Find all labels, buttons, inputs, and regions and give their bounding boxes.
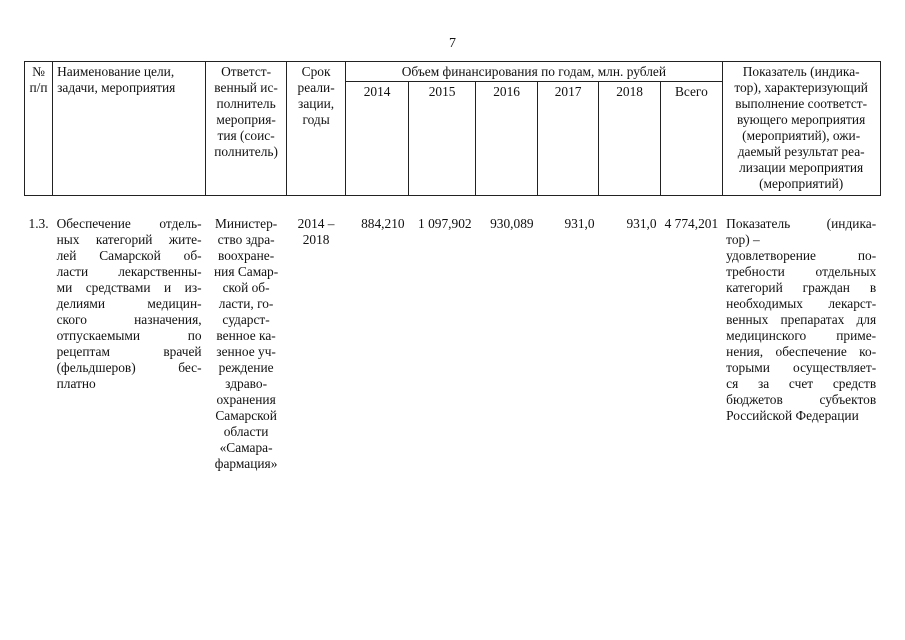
row-value-2017: 931,0 [564, 216, 595, 231]
row-name: Обеспечение отдель- ных категорий жите- лей Самарской об- ласти лекарственны- ми средствами и из- делиями медицин- ского назначения, отпускаемыми по рецептам врачей (фельдшеров) бес- платно [56, 216, 202, 391]
row-value-2014: 884,210 [361, 216, 405, 231]
header-total: Всего [661, 82, 723, 196]
program-table [24, 61, 881, 473]
header-responsible: Ответст- венный ис- полнитель мероприя- тия (соис- полнитель) [206, 62, 287, 196]
row-num: 1.3. [28, 216, 49, 231]
header-indicator: Показатель (индика- тор), характеризующий выполнение соответст- вующего мероприятия (мероприятий), ожи- даемый результат реа- лизации мероприятия (мероприятий) [722, 62, 880, 196]
row-term: 2014 – 2018 [297, 216, 335, 247]
header-year-2016: 2016 [476, 82, 538, 196]
row-indicator: Показатель (индика- тор) – удовлетворение по- требности отдельных категорий граждан в необходимых лекарст- венных препаратах для медицинского приме- нения, обеспечение ко- торыми осуществляет- ся за счет средств бюджетов субъектов Российской Федерации [726, 216, 877, 423]
header-financing: Объем финансирования по годам, млн. рублей [346, 62, 723, 82]
row-value-2015: 1 097,902 [418, 216, 472, 231]
header-year-2017: 2017 [538, 82, 599, 196]
header-year-2018: 2018 [599, 82, 661, 196]
row-value-2018: 931,0 [626, 216, 657, 231]
header-name: Наименование цели, задачи, мероприятия [53, 62, 206, 196]
row-value-total: 4 774,201 [664, 216, 719, 231]
header-year-2014: 2014 [346, 82, 409, 196]
row-responsible: Министер- ство здра- воохране- ния Самар- ской об- ласти, го- сударст- венное ка- зенное уч- реждение здраво- охранения Самарской области «Самара- фармация» [213, 216, 279, 471]
page-number: 7 [449, 36, 456, 51]
header-term: Срок реали- зации, годы [287, 62, 346, 196]
table-row [25, 214, 881, 473]
row-value-2016: 930,089 [490, 216, 534, 231]
header-num: № п/п [25, 62, 53, 196]
header-year-2015: 2015 [409, 82, 476, 196]
